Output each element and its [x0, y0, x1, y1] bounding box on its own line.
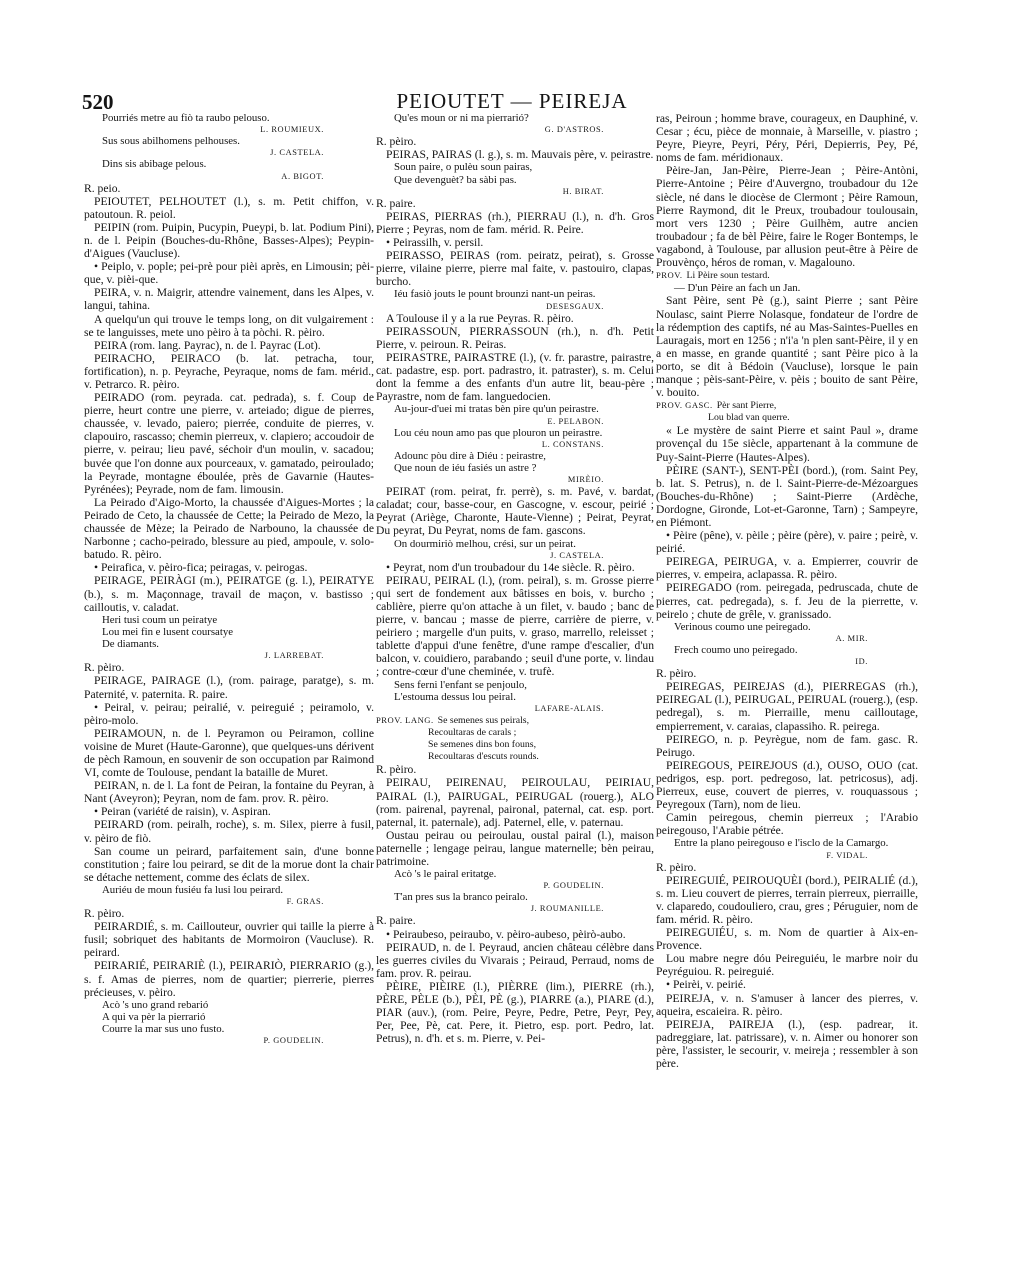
- dictionary-entry: PEIRADO (rom. peyrada. cat. pedrada), s. f. Coup de pierre, heurt contre une pierre, v. arteiado; digue de pierres, chaussée, v. levado, paiero; pierrée, conduite de pierres, v. clapouiro, rascasso; chemin pierreux, v. clapiero; accoudoir de pierre, v. peirau; lieu pavé, séchoir d'un moulin, v. sacadou; buvée que l'on donne aux pourceaux, v. gamatado, peiroulado; la Peyrade, montagne éboulée, près de Gavarnie (Hautes-Pyrénées); Peyrade, nom de fam. limousin.: [84, 391, 374, 496]
- column-left: [84, 112, 374, 1046]
- dictionary-entry: PEIREJA, PAIREJA (l.), (esp. padrear, it. padreggiare, lat. patrissare), v. n. Aimer ou honorer son père, l'assister, le secourir, v. meireja ; ressembler à son père.: [656, 1017, 918, 1070]
- column-middle: [376, 112, 654, 1045]
- quote-attribution: F. VIDAL.: [826, 850, 868, 860]
- dictionary-entry: PEIRAN, n. de l. La font de Peiran, la fontaine du Peyran, à Nant (Aveyron); Peyran, nom de fam. prov. R. pèiro.: [84, 779, 374, 806]
- proverb-line: [376, 714, 654, 727]
- proverb-line: [656, 412, 918, 424]
- quote-attribution: MIRÈIO.: [567, 475, 604, 485]
- entry-continuation: R. paire.: [376, 914, 416, 928]
- dictionary-entry: PEIREGOUS, PEIREJOUS (d.), OUSO, OUO (cat. pedrigos, esp. port. pedregoso, lat. petricosus), adj. Pierreux, euse, couvert de pierres, v. rouquassous ; Peyregoux (Tarn), nom de lieu.: [656, 758, 918, 812]
- dictionary-entry: PEIREGAS, PEIREJAS (d.), PIERREGAS (rh.), PEIREGAL (l.), PEIRUGAL, PEIRUAL (rouerg.), (esp. pedregal), s. m. Pierraille, menu cailloutage, empierrement, v. caraias, clapassiho. R. peirega.: [656, 680, 918, 733]
- dictionary-entry: PEIRA (rom. lang. Payrac), n. de l. Payrac (Lot).: [94, 338, 321, 352]
- entry-continuation: R. pèiro.: [84, 907, 125, 921]
- dictionary-entry: PEIRAGE, PAIRAGE (l.), (rom. pairage, paratge), s. m. Paternité, v. paternita. R. paire.: [84, 674, 374, 701]
- quote-attribution: J. LARREBAT.: [264, 651, 324, 661]
- dictionary-entry: PEIRARDIÉ, s. m. Caillouteur, ouvrier qui taille la pierre à fusil; sobriquet des habitants de Mormoiron (Vaucluse). R. peirard.: [84, 920, 374, 960]
- dictionary-entry: • Peirèi, v. peirié.: [666, 978, 746, 992]
- verse-line: Pourriés metre au fiò ta raubo pelouso.: [102, 112, 270, 124]
- proverb-text: Pèr sant Pierre,: [716, 400, 777, 412]
- dictionary-entry: PEIREGADO (rom. peiregada, pedruscada, chute de pierres, cat. pedregada), s. f. Jeu de la pierrette, v. peirelo ; chute de grêle, v. granissado.: [656, 581, 918, 621]
- dictionary-entry: PEIRAU, PEIRAL (l.), (rom. peiral), s. m. Grosse pierre qui sert de fondement aux bâtisses en bois, v. burcho ; cablière, pierre qu'on attache à un filet, v. baudo ; banc de pierre, v. bancau ; masse de pierre, carrière de pierre, v. peiriero ; margelle d'un puits, v. graso, marrello, releisset ; tablette d'appui d'une fenêtre, d'une rampe d'escalier, d'un balcon, v. couidiero, parabando ; seuil d'une porte, v. lindau ; contre-cœur d'une cheminée, v. trufè.: [376, 573, 654, 679]
- verse-line: L'estouma dessus lou peiral.: [394, 690, 516, 703]
- running-head: PEIOUTET — PEIREJA: [396, 89, 628, 113]
- dictionary-entry: PEIRASTRE, PAIRASTRE (l.), (v. fr. parastre, pairastre, cat. padastre, esp. port. padrastro, it. patraster), s. m. Celui dont la femme a des enfants d'un autre lit, beau-père ; Payrastre, nom de fam. languedocien.: [376, 350, 654, 404]
- quote-attribution: E. PELABON.: [547, 416, 604, 426]
- dictionary-entry: PEIRACHO, PEIRACO (b. lat. petracha, tour, fortification), n. p. Peyrache, Peyraque, noms de fam. mérid., v. Petrarco. R. pèiro.: [84, 351, 374, 392]
- proverb-text: Lou blad van querre.: [708, 412, 790, 424]
- dictionary-entry: • Peiral, v. peirau; peiralié, v. peireguié ; peiramolo, v. pèiro-molo.: [84, 700, 374, 727]
- dictionary-entry: La Peirado d'Aigo-Morto, la chaussée d'Aigues-Mortes ; la Peirado de Ceto, la chaussée de Cette; la Peirado de Mezo, la chaussée de Mèze; la Peirado de Narbouno, la chaussée de Narbonne ; cacho-peirado, blessure au pied, ampoule, v. solo-batudo. R. pèiro.: [84, 495, 374, 562]
- proverb-line: [376, 751, 654, 763]
- dictionary-entry: PEIRAGE, PEIRÀGI (m.), PEIRATGE (g. l.), PEIRATYE (b.), s. m. Maçonnage, travail de maçon, v. bastisso ; cailloutis, v. caladat.: [84, 574, 374, 614]
- proverb-line: [376, 739, 654, 751]
- verse-line: Auriéu de moun fusiéu fa lusi lou peirard.: [102, 883, 284, 896]
- proverb-label: PROV. GASC.: [656, 400, 713, 411]
- quote-attribution: L. CONSTANS.: [541, 439, 604, 449]
- dictionary-entry: • Peirassilh, v. persil.: [386, 236, 484, 250]
- dictionary-entry: PEIRARD (rom. peiralh, roche), s. m. Silex, pierre à fusil, v. pèiro de fiò.: [84, 818, 374, 845]
- verse-line: Qu'es moun or ni ma pierrarió?: [394, 112, 529, 124]
- proverb-label: PROV. LANG.: [376, 714, 434, 725]
- verse-line: A qui va pèr la pierrarió: [102, 1010, 206, 1023]
- dictionary-entry: A quelqu'un qui trouve le temps long, on dit vulgairement : se te languisses, mete uno pèiro à ta pòchi. R. pèiro.: [84, 312, 374, 339]
- verse-line: Que noun de iéu fasiés un astre ?: [394, 461, 537, 474]
- dictionary-entry: « Le mystère de saint Pierre et saint Paul », drame provençal du 15e siècle, appartenant à la commune de Puy-Saint-Pierre (Hautes-Alpes).: [656, 424, 918, 464]
- dictionary-entry: PEIRAMOUN, n. de l. Peyramon ou Peiramon, colline voisine de Muret (Haute-Garonne), que quelques-uns dérivent de pèch Ramoun, en souvenir de son occupation par Raimond VI, comte de Toulouse, pendant la bataille de Muret.: [84, 726, 374, 780]
- quote-attribution: P. GOUDELIN.: [543, 881, 604, 891]
- dictionary-entry: • Peiplo, v. pople; pei-prè pour pièi après, en Limousin; pèi-que, v. pièi-que.: [84, 260, 374, 287]
- entry-continuation: R. peio.: [84, 181, 121, 195]
- verse-line: Courre la mar sus uno fusto.: [102, 1023, 225, 1036]
- dictionary-entry: PEIRARIÉ, PEIRARIÈ (l.), PEIRARIÒ, PIERRARIO (g.), s. f. Amas de pierres, nom de quartier; pierrerie, pierres précieuses, v. pèiro.: [84, 959, 374, 999]
- verse-line: Verinous coumo une peiregado.: [674, 620, 811, 633]
- dictionary-entry: • Pèire (pêne), v. pèile ; pèire (père), v. paire ; peirè, v. peirié.: [656, 529, 918, 556]
- verse-line: Dins sis abibage pelous.: [102, 158, 207, 171]
- quote-attribution: A. MIR.: [835, 633, 868, 643]
- quote-attribution: DESESGAUX.: [546, 301, 604, 311]
- verse-line: Sens ferni l'enfant se penjoulo,: [394, 678, 527, 691]
- dictionary-entry: PEIRAS, PAIRAS (l. g.), s. m. Mauvais père, v. peirastre.: [386, 148, 654, 162]
- verse-line: Entre la plano peiregouso e l'isclo de la Camargo.: [674, 837, 889, 850]
- verse-line: Au-jour-d'uei mi tratas bèn pire qu'un peirastre.: [394, 403, 599, 416]
- dictionary-entry: PEIREGO, n. p. Peyrègue, nom de fam. gasc. R. Peirugo.: [656, 732, 918, 759]
- dictionary-entry: A Toulouse il y a la rue Peyras. R. pèiro.: [386, 311, 574, 325]
- dictionary-entry: PEIRA, v. n. Maigrir, attendre vainement, dans les Alpes, v. langui, tahina.: [84, 286, 374, 313]
- dictionary-entry: PEIREGUIÉU, s. m. Nom de quartier à Aix-en-Provence.: [656, 926, 918, 953]
- dictionary-entry: • Peyrat, nom d'un troubadour du 14e siècle. R. pèiro.: [386, 560, 635, 574]
- proverb-line: [656, 399, 918, 412]
- dictionary-entry: PEIRASSOUN, PIERRASSOUN (rh.), n. d'h. Petit Pierre, v. peiroun. R. Peiras.: [376, 324, 654, 351]
- proverb-line: [376, 727, 654, 739]
- entry-continuation: R. pèiro.: [376, 135, 417, 149]
- quote-attribution: J. ROUMANILLE.: [530, 904, 604, 914]
- quote-attribution: LAFARE-ALAIS.: [534, 703, 604, 713]
- quote-attribution: P. GOUDELIN.: [263, 1036, 324, 1046]
- proverb-text: Li Pèire soun testard.: [686, 270, 770, 282]
- dictionary-entry: PEIREGA, PEIRUGA, v. a. Empierrer, couvrir de pierres, v. empeira, aclapassa. R. pèiro.: [656, 555, 918, 582]
- dictionary-entry: PEIRAUD, n. de l. Peyraud, ancien château célèbre dans les guerres civiles du Vivarais ; Peiraud, Perraud, noms de fam. prov. R. peirau.: [376, 940, 654, 980]
- entry-continuation: R. paire.: [376, 196, 416, 210]
- dictionary-entry: Lou mabre negre dóu Peireguiéu, le marbre noir du Peyréguiou. R. peireguié.: [656, 952, 918, 979]
- quote-attribution: L. ROUMIEUX.: [260, 125, 324, 135]
- dictionary-entry: • Peiraubeso, peiraubo, v. pèiro-aubeso, pèirò-aubo.: [386, 927, 626, 941]
- verse-line: Lou mei fin e lusent coursatye: [102, 625, 234, 638]
- quote-attribution: A. BIGOT.: [281, 171, 324, 181]
- quote-attribution: J. CASTELA.: [550, 550, 604, 560]
- proverb-text: Recoultaras d'escuts rounds.: [428, 751, 539, 763]
- dictionary-entry: Camin peiregous, chemin pierreux ; l'Arabio peiregouso, l'Arabie pétrée.: [656, 811, 918, 838]
- verse-line: Frech coumo uno peiregado.: [674, 643, 798, 656]
- dictionary-entry: PEIREGUIÉ, PEIROUQUÈI (bord.), PEIRALIÉ (d.), s. m. Lieu couvert de pierres, terrain pierreux, pierraille, v. claparedo, coudouliero, crau, gres ; Péruguier, nom de fam. mérid. R. pèiro.: [656, 873, 918, 926]
- dictionary-entry: PEIOUTET, PELHOUTET (l.), s. m. Petit chiffon, v. patoutoun. R. peiol.: [84, 194, 374, 221]
- entry-continuation: R. pèiro.: [656, 667, 697, 681]
- quote-attribution: ID.: [855, 657, 868, 667]
- dictionary-entry: Sant Pèire, sent Pè (g.), saint Pierre ; sant Pèire Noulasc, saint Pierre Nolasque, fondateur de l'ordre de la rédemption des captifs, né au Mas-Saintes-Puelles en Lauragais, mort en 1256 ; n'i'a 'n plen sant-Pèire, il y en a en masse, en grande quantité ; sant Pèire pico à la porto, se dit à Bédoin (Vaucluse), lorsque le pain manque ; pèis-sant-Pèire, v. pèis ; bouito de sant Pèire, v. bouito.: [656, 294, 918, 400]
- page-number: 520: [82, 90, 114, 114]
- verse-line: Soun paire, o pulèu soun pairas,: [394, 161, 533, 174]
- verse-line: De diamants.: [102, 638, 159, 651]
- entry-continuation: ras, Peiroun ; homme brave, courageux, en Dauphiné, v. Cesar ; écu, pièce de monnaie, à Marseille, v. piastro ; Peyre, Pieyre, Peyri, Péry, Péri, Depierris, Pey, Pé, noms de fam. méridionaux.: [656, 112, 918, 165]
- dictionary-entry: • Peiran (variété de raisin), v. Aspiran.: [94, 805, 271, 819]
- verse-line: Sus sous abilhomens pelhouses.: [102, 135, 240, 148]
- verse-line: Heri tusi coum un peiratye: [102, 613, 218, 626]
- dictionary-entry: PEIRAU, PEIRENAU, PEIROULAU, PEIRIAU, PAIRAL (l.), PAIRUGAL, PEIRUGAL (rouerg.), ALO (rom. pairenal, payrenal, paironal, paternal, cat. esp. port. paternal, it. paternale), adj. Paternel, elle, v. paternau.: [376, 776, 654, 829]
- entry-continuation: R. pèiro.: [376, 763, 417, 777]
- quote-attribution: H. BIRAT.: [562, 186, 604, 196]
- dictionary-entry: • Peirafica, v. pèiro-fica; peiragas, v. peirogas.: [94, 561, 308, 575]
- proverb-line: [656, 269, 918, 282]
- verse-line: Iéu fasiò jouts le pount brounzi nant-un peiras.: [394, 288, 596, 301]
- verse-line: Lou céu noun amo pas que plouron un peirastre.: [394, 426, 603, 439]
- column-right: [656, 112, 918, 1070]
- verse-line: Acò 's uno grand rebarió: [102, 998, 209, 1011]
- verse-line: Adounc pòu dire à Diéu : peirastre,: [394, 449, 547, 462]
- proverb-text: Se semenes sus peirals,: [437, 714, 530, 726]
- entry-continuation: R. pèiro.: [84, 661, 125, 675]
- quote-attribution: G. D'ASTROS.: [544, 125, 604, 135]
- dictionary-entry: PEIREJA, v. n. S'amuser à lancer des pierres, v. aqueira, escaieira. R. pèiro.: [656, 991, 918, 1018]
- proverb-text: Recoultaras de carals ;: [428, 727, 517, 739]
- dictionary-entry: PEIPIN (rom. Puipin, Pucypin, Pueypi, b. lat. Podium Pini), n. de l. Peipin (Bouches-du-Rhône, Basses-Alpes); Peypin-d'Aigues (Vaucluse).: [84, 220, 374, 261]
- entry-continuation: R. pèiro.: [656, 860, 697, 874]
- dictionary-entry: PEIRASSO, PEIRAS (rom. peiratz, peirat), s. Grosse pierre, vilaine pierre, pierre mal faite, v. pastouiro, clapas, burcho.: [376, 249, 654, 289]
- dictionary-entry: PÈIRE (SANT-), SENT-PÈI (bord.), (rom. Saint Pey, b. lat. S. Petrus), n. de l. Saint-Pierre-de-Mézoargues (Bouches-du-Rhône) ; Saint-Pierre (Ardèche, Dordogne, Gironde, Lot-et-Garonne, Tarn) ; Sampeyre, en Piémont.: [656, 463, 918, 530]
- dictionary-entry: Oustau peirau ou peiroulau, oustal pairal (l.), maison paternelle ; lengage peirau, langue maternelle; bèn peirau, patrimoine.: [376, 828, 654, 868]
- dictionary-entry: San coume un peirard, parfaitement sain, d'une bonne constitution ; faire lou peirard, se dit de la morue dont la chair se détache nettement, comme des éclats de silex.: [84, 844, 374, 884]
- quote-attribution: J. CASTELA.: [270, 148, 324, 158]
- quote-attribution: F. GRAS.: [286, 897, 324, 907]
- verse-line: Que devenguèt? ba sàbi pas.: [394, 173, 517, 186]
- dictionary-entry: PEIRAS, PIERRAS (rh.), PIERRAU (l.), n. d'h. Gros Pierre ; Peyras, nom de fam. mérid. R. Peire.: [376, 209, 654, 236]
- verse-line: — D'un Pèire an fach un Jan.: [674, 282, 801, 295]
- verse-line: On dourmiriò melhou, crési, sur un peirat.: [394, 537, 577, 550]
- dictionary-entry: Pèire-Jan, Jan-Pèire, Pierre-Jean ; Pèire-Antòni, Pierre-Antoine ; Pèire d'Auvergno, troubadour du 12e siècle, né dans le diocèse de Clermont ; Pèire Ramoun, Pierre Raymond, dit le Preux, troubadour toulousain, mort vers 1230 ; Pèire Guilhèm, autre ancien troubadour ; fa de bèl Pèire, faire le Roger Bontemps, le vagabond, à Toulouse, par allusion peut-être à Pèire de Prouvènço, héros de roman, v. Magalouno.: [656, 164, 918, 270]
- verse-line: T'an pres sus la branco peiralo.: [394, 891, 528, 904]
- proverb-label: PROV.: [656, 270, 683, 281]
- dictionary-entry: PEIRAT (rom. peirat, fr. perrè), s. m. Pavé, v. bardat, caladat; cour, basse-cour, en Gascogne, v. escour, peirié ; Peyrat (Ariège, Charonte, Haute-Vienne) ; Peirat, Peyrat, Du peyrat, Du Peyrat, noms de fam. gascons.: [376, 485, 654, 538]
- dictionary-entry: PÈIRE, PIÈIRE (l.), PIÈRRE (lim.), PIERRE (rh.), PÈRE, PÈLE (b.), PÈI, PÈ (g.), PIARRE (a.), PIARE (d.), PIAR (auv.), (rom. Peire, Peyre, Pedre, Petre, Peyr, Pey, Per, Pee, Pè, cat. Pere, it. Pietro, esp. port. Pedro, lat. Petrus), n. d'h. et s. m. Pierre, v. Pei-: [376, 979, 654, 1046]
- verse-line: Acò 's le pairal eritatge.: [394, 868, 497, 881]
- proverb-text: Se semenes dins bon founs,: [428, 739, 537, 751]
